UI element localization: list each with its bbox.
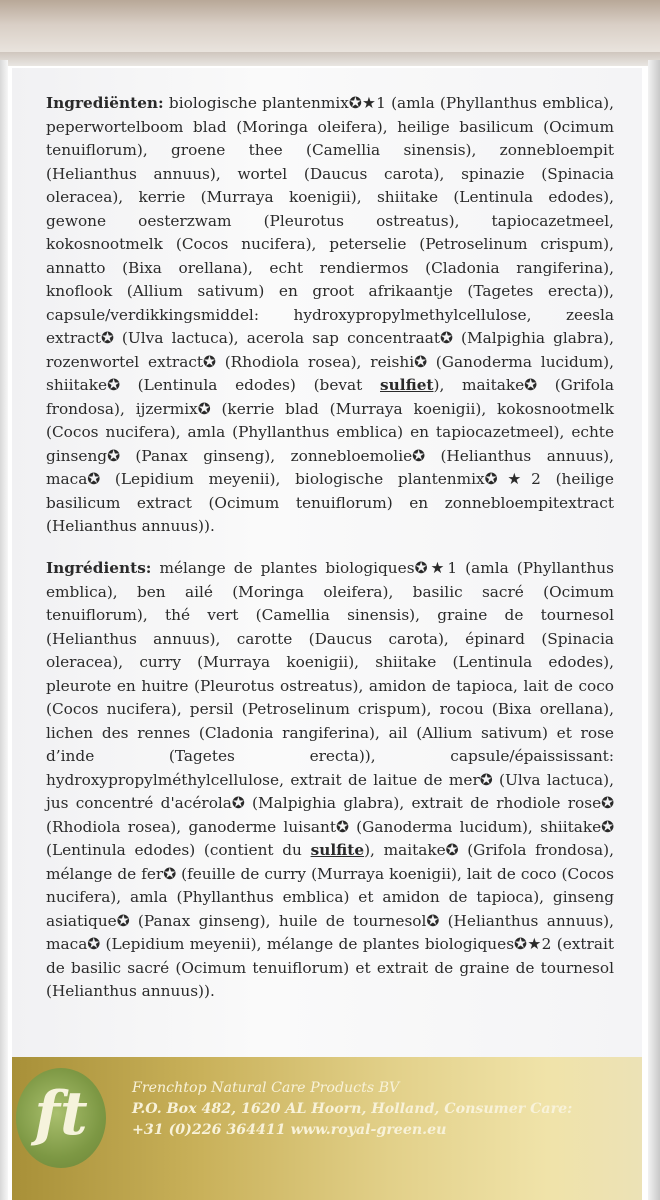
company-contact: +31 (0)226 364411 www.royal-green.eu: [132, 1122, 447, 1138]
company-info: [132, 1078, 632, 1141]
ingredients-dutch-text-2: ), maitake✪ (Grifola frondosa), ijzermix✪ (kerrie blad (Murraya koenigii), kokosnootmelk (Cocos nucifera), amla (Phyllanthus emblica) en tapiocazetmeel), echte ginseng✪ (Panax ginseng), zonnebloemolie✪ (Helianthus annuus), maca✪ (Lepidium meyenii), biologische plantenmix✪★2 (heilige basilicum extract (Ocimum tenuiflorum) en zonnebloempitextract (Helianthus annuus)).: [46, 376, 614, 535]
box-right-edge: [648, 60, 660, 1200]
ingredients-french: [46, 557, 614, 1004]
ingredients-french-text-1: mélange de plantes biologiques✪★1 (amla (Phyllanthus emblica), ben ailé (Moringa oleifera), basilic sacré (Ocimum tenuiflorum), thé vert (Camellia sinensis), graine de tournesol (Helianthus annuus), carotte (Daucus carota), épinard (Spinacia oleracea), curry (Murraya koenigii), shiitake (Lentinula edodes), pleurote en huitre (Pleurotus ostreatus), amidon de tapioca, lait de coco (Cocos nucifera), persil (Petroselinum crispum), rocou (Bixa orellana), lichen des rennes (Cladonia rangiferina), ail (Allium sativum) et rose d’inde (Tagetes erecta)), capsule/épaississant: hydroxypropylméthylcellulose, extrait de laitue de mer✪ (Ulva lactuca), jus concentré d'acérola✪ (Malpighia glabra), extrait de rhodiole rose✪ (Rhodiola rosea), ganoderme luisant✪ (Ganoderma lucidum), shiitake✪ (Lentinula edodes) (contient du: [46, 559, 614, 859]
box-left-edge: [0, 60, 8, 1200]
brand-logo: [16, 1068, 106, 1168]
ingredients-dutch: [46, 92, 614, 539]
ingredients-french-text-2: ), maitake✪ (Grifola frondosa), mélange de fer✪ (feuille de curry (Murraya koenigii), lait de coco (Cocos nucifera), amla (Phyllanthus emblica) et amidon de tapioca), ginseng asiatique✪ (Panax ginseng), huile de tournesol✪ (Helianthus annuus), maca✪ (Lepidium meyenii), mélange de plantes biologiques✪★2 (extrait de basilic sacré (Ocimum tenuiflorum) et extrait de graine de tournesol (Helianthus annuus)).: [46, 841, 614, 1000]
ingredients-french-allergen: sulfite: [310, 841, 365, 859]
ingredients-dutch-label: Ingrediënten:: [46, 94, 164, 112]
brand-logo-text: ft: [34, 1079, 88, 1149]
company-address: P.O. Box 482, 1620 AL Hoorn, Holland, Consumer Care:: [132, 1101, 573, 1117]
ingredients-dutch-text-1: biologische plantenmix✪★1 (amla (Phyllanthus emblica), peperwortelboom blad (Moringa oleifera), heilige basilicum (Ocimum tenuiflorum), groene thee (Camellia sinensis), zonnebloempit (Helianthus annuus), wortel (Daucus carota), spinazie (Spinacia oleracea), kerrie (Murraya koenigii), shiitake (Lentinula edodes), gewone oesterzwam (Pleurotus ostreatus), tapiocazetmeel, kokosnootmelk (Cocos nucifera), peterselie (Petroselinum crispum), annatto (Bixa orellana), echt rendiermos (Cladonia rangiferina), knoflook (Allium sativum) en groot afrikaantje (Tagetes erecta)), capsule/verdikkingsmiddel: hydroxypropylmethylcellulose, zeesla extract✪ (Ulva lactuca), acerola sap concentraat✪ (Malpighia glabra), rozenwortel extract✪ (Rhodiola rosea), reishi✪ (Ganoderma lucidum), shiitake✪ (Lentinula edodes) (bevat: [46, 94, 614, 394]
company-name: Frenchtop Natural Care Products BV: [132, 1080, 400, 1096]
ingredients-french-label: Ingrédients:: [46, 559, 152, 577]
ingredients-dutch-allergen: sulfiet: [380, 376, 434, 394]
box-top-edge: [0, 52, 660, 66]
